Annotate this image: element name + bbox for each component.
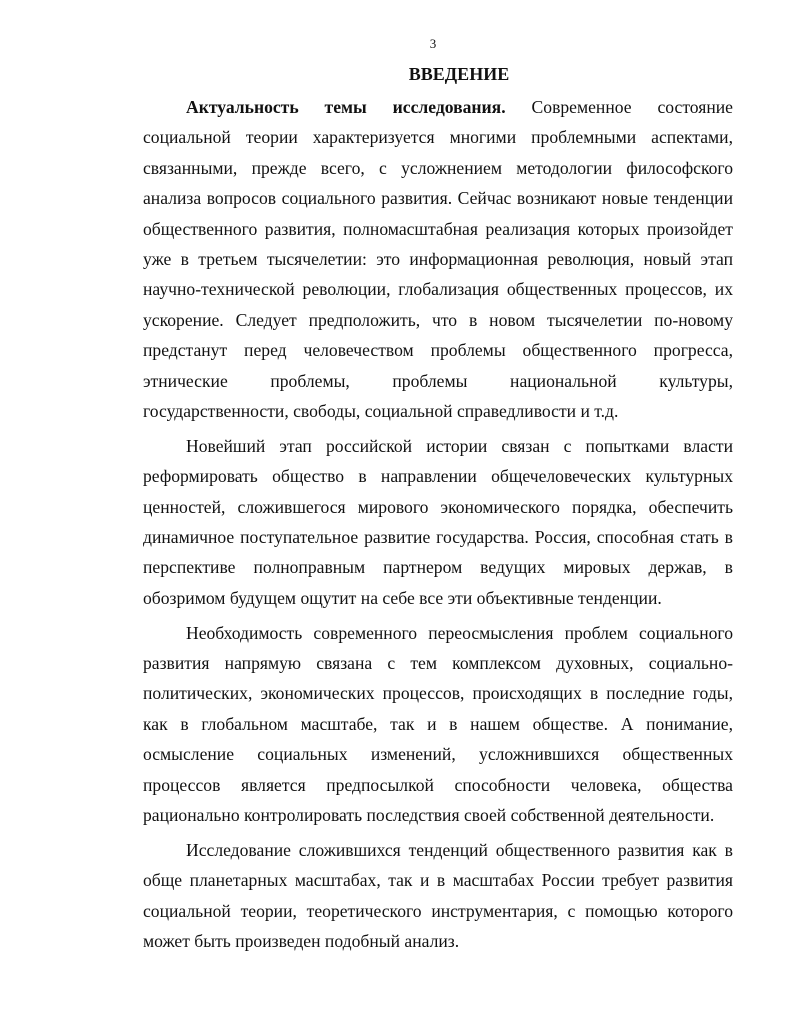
- text-line: [143, 741, 733, 771]
- line-text: процессов является предпосылкой способности человека, общества: [143, 774, 733, 795]
- text-line: [143, 494, 733, 524]
- line-text: реформировать общество в направлении общечеловеческих культурных: [143, 466, 733, 487]
- text-line: [143, 337, 733, 367]
- text-line: [143, 928, 733, 958]
- text-line: [143, 246, 733, 276]
- line-text: ускорение. Следует предположить, что в новом тысячелетии по-новому: [143, 309, 733, 330]
- text-line: [143, 772, 733, 802]
- line-text: обозримом будущем ощутит на себе все эти объективные тенденции.: [143, 587, 662, 608]
- text-line: [143, 585, 733, 615]
- document-body: [143, 94, 733, 963]
- paragraph: [143, 620, 733, 833]
- text-line: [143, 155, 733, 185]
- text-line: [143, 463, 733, 493]
- text-line: [143, 898, 733, 928]
- line-text: развития напрямую связана с тем комплексом духовных, социально-: [143, 653, 733, 674]
- text-line: [143, 94, 733, 124]
- line-text: перспективе полноправным партнером ведущих мировых держав, в: [143, 557, 733, 578]
- text-line: [143, 837, 733, 867]
- line-text: общественного развития, полномасштабная реализация которых произойдет: [143, 218, 733, 239]
- text-line: [143, 711, 733, 741]
- line-text: социальной теории характеризуется многими проблемными аспектами,: [143, 127, 733, 148]
- text-line: [143, 867, 733, 897]
- paragraph: [143, 94, 733, 428]
- line-text: Необходимость современного переосмысления проблем социального: [186, 622, 733, 643]
- line-text: этнические проблемы, проблемы национальной культуры,: [143, 370, 733, 391]
- text-line: [143, 433, 733, 463]
- line-text: предстанут перед человечеством проблемы общественного прогресса,: [143, 340, 733, 361]
- line-text: обще планетарных масштабах, так и в масштабах России требует развития: [143, 870, 733, 891]
- line-text: уже в третьем тысячелетии: это информационная революция, новый этап: [143, 248, 733, 269]
- text-line: [143, 398, 733, 428]
- text-line: [143, 802, 733, 832]
- line-text: анализа вопросов социального развития. Сейчас возникают новые тенденции: [143, 188, 733, 209]
- line-text: политических, экономических процессов, происходящих в последние годы,: [143, 683, 733, 704]
- line-text: государственности, свободы, социальной справедливости и т.д.: [143, 400, 619, 421]
- text-line: [143, 185, 733, 215]
- bold-lead: Актуальность темы исследования.: [186, 97, 506, 117]
- line-text: осмысление социальных изменений, усложнившихся общественных: [143, 744, 733, 765]
- text-line: [143, 554, 733, 584]
- line-text: рационально контролировать последствия своей собственной деятельности.: [143, 804, 715, 825]
- section-title: ВВЕДЕНИЕ: [408, 64, 510, 84]
- line-text: научно-технической революции, глобализация общественных процессов, их: [143, 279, 733, 300]
- paragraph: [143, 837, 733, 959]
- page-number: 3: [429, 36, 437, 51]
- line-text: может быть произведен подобный анализ.: [143, 931, 460, 952]
- line-text: социальной теории, теоретического инструментария, с помощью которого: [143, 900, 733, 921]
- line-text: Новейший этап российской истории связан с попытками власти: [186, 435, 733, 456]
- text-line: [143, 216, 733, 246]
- line-text: динамичное поступательное развитие государства. Россия, способная стать в: [143, 526, 733, 547]
- text-line: [143, 620, 733, 650]
- text-line: [143, 524, 733, 554]
- text-line: [143, 680, 733, 710]
- paragraph: [143, 433, 733, 615]
- line-text: как в глобальном масштабе, так и в нашем обществе. А понимание,: [143, 713, 733, 734]
- text-line: [143, 276, 733, 306]
- line-text: Исследование сложившихся тенденций общественного развития как в: [186, 839, 733, 860]
- line-text: Современное состояние: [505, 97, 733, 117]
- text-line: [143, 307, 733, 337]
- line-text: связанными, прежде всего, с усложнением методологии философского: [143, 157, 733, 178]
- text-line: [143, 368, 733, 398]
- line-text: ценностей, сложившегося мирового экономического порядка, обеспечить: [143, 496, 733, 517]
- text-line: [143, 124, 733, 154]
- text-line: [143, 650, 733, 680]
